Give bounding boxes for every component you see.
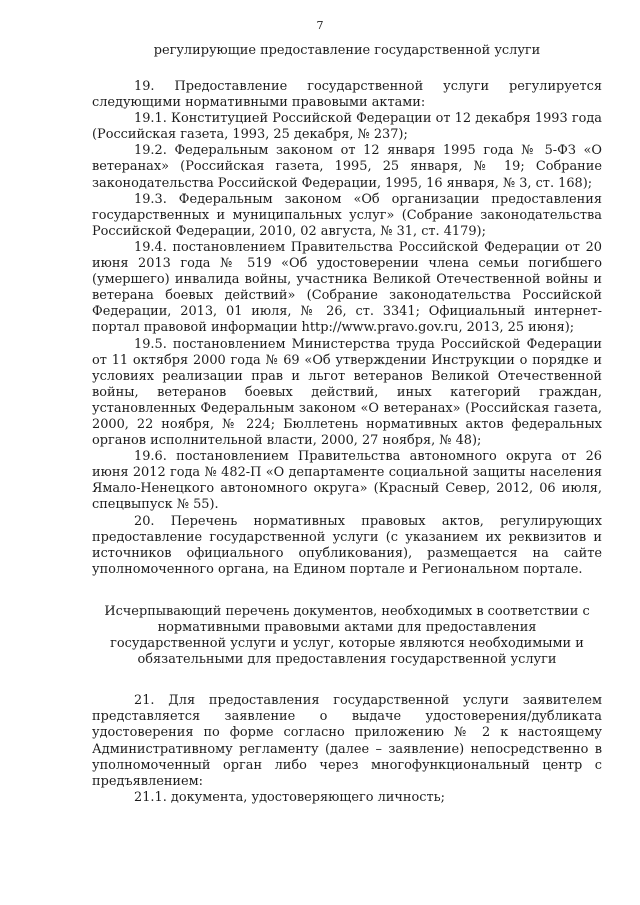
paragraph-19-6: 19.6. постановлением Правительства автономного округа от 26 июня 2012 года № 482-П «О департаменте социальной защиты населения Ямало-Ненецкого автономного округа» (Красный Север, 2012, 06 июля, спецвыпуск № 55). <box>92 449 602 513</box>
document-body <box>92 79 602 806</box>
page-number: 7 <box>316 19 324 32</box>
paragraph-19: 19. Предоставление государственной услуги регулируется следующими нормативными правовыми актами: <box>92 79 602 111</box>
paragraph-19-3: 19.3. Федеральным законом «Об организации предоставления государственных и муниципальных услуг» (Собрание законодательства Российской Федерации, 2010, 02 августа, № 31, ст. 4179); <box>92 191 602 239</box>
paragraph-21: 21. Для предоставления государственной услуги заявителем представляется заявление о выдаче удостоверения/дубликата удостоверения по форме согласно приложению № 2 к настоящему Административному регламенту (далее – заявление) непосредственно в уполномоченный орган либо через многофункциональный центр с предъявлением: <box>92 693 602 789</box>
paragraph-20: 20. Перечень нормативных правовых актов, регулирующих предоставление государственной услуги (с указанием их реквизитов и источников официального опубликования), размещается на сайте уполномоченного органа, на Едином портале и Региональном портале. <box>92 513 602 577</box>
section-heading-continuation: регулирующие предоставление государственной услуги <box>153 43 541 58</box>
paragraph-19-1: 19.1. Конституцией Российской Федерации от 12 декабря 1993 года (Российская газета, 1993, 25 декабря, № 237); <box>92 111 602 143</box>
paragraph-19-4: 19.4. постановлением Правительства Российской Федерации от 20 июня 2013 года № 519 «Об удостоверении члена семьи погибшего (умершего) инвалида войны, участника Великой Отечественной войны и ветерана боевых действий» (Собрание законодательства Российской Федерации, 2013, 01 июля, № 26, ст. 3341; Официальный интернет-портал правовой информации http://www.pravo.gov.ru, 2013, 25 июня); <box>92 239 602 336</box>
paragraph-19-5: 19.5. постановлением Министерства труда Российской Федерации от 11 октября 2000 года № 69 «Об утверждении Инструкции о порядке и условиях реализации прав и льгот ветеранов Великой Отечественной войны, ветеранов боевых действий, иных категорий граждан, установленных Федеральным законом «О ветеранах» (Российская газета, 2000, 22 ноября, № 224; Бюллетень нормативных актов федеральных органов исполнительной власти, 2000, 27 ноября, № 48); <box>92 336 602 449</box>
paragraph-21-1: 21.1. документа, удостоверяющего личность; <box>134 789 445 805</box>
paragraph-19-2: 19.2. Федеральным законом от 12 января 1995 года № 5-ФЗ «О ветеранах» (Российская газета, 1995, 25 января, № 19; Собрание законодательства Российской Федерации, 1995, 16 января, № 3, ст. 168); <box>92 143 602 191</box>
documents-list-heading: Исчерпывающий перечень документов, необходимых в соответствии с нормативными правовыми актами для предоставления государственной услуги и услуг, которые являются необходимыми и обязательными для предоставления государственной услуги <box>104 603 590 668</box>
